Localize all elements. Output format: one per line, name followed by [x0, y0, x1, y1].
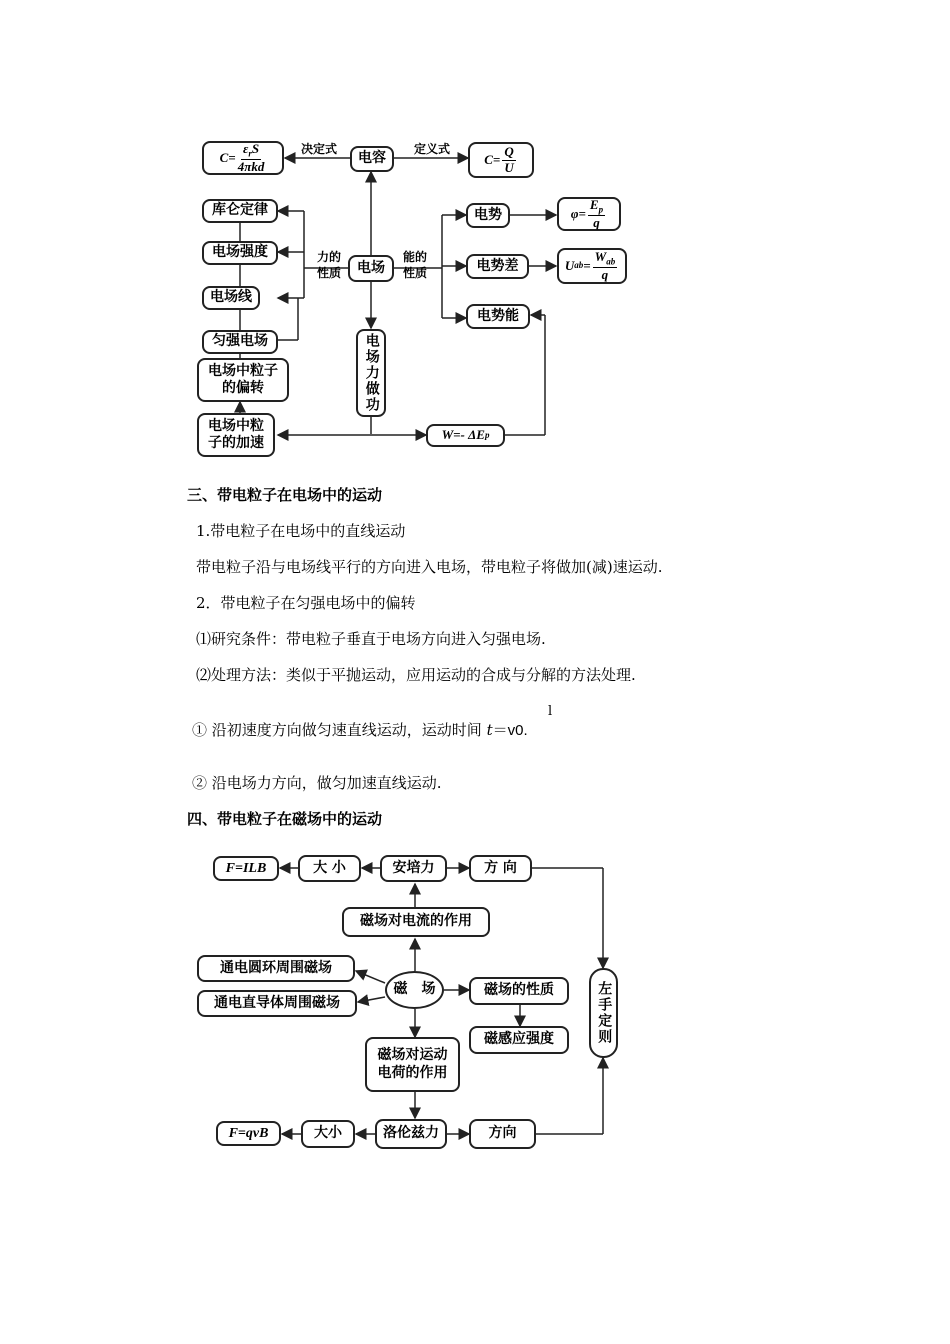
ring-field-node: 通电圆环周围磁场 — [197, 955, 355, 982]
section3-heading: 三、带电粒子在电场中的运动 — [187, 486, 383, 504]
energy-property-label: 能的 性质 — [402, 250, 427, 280]
defining-label: 定义式 — [413, 142, 450, 156]
left-item-coulomb-law: 库仑定律 — [202, 199, 278, 223]
p6-t: t — [486, 721, 493, 739]
formula-num-sub: ab — [606, 256, 616, 267]
p6-eq: ＝ — [492, 721, 508, 739]
force-property-label: 力的 性质 — [316, 250, 341, 280]
potential-diff-node: 电势差 — [466, 254, 529, 279]
section3-p5: ⑵处理方法：类似于平抛运动，应用运动的合成与分解的方法处理. — [196, 666, 636, 684]
left-item-field-lines: 电场线 — [202, 286, 260, 310]
formula-ilb: F=ILB — [213, 856, 279, 881]
size-bottom-node: 大小 — [301, 1120, 355, 1148]
formula-num: ε — [242, 140, 249, 156]
field-on-charge-node: 磁场对运动 电荷的作用 — [365, 1037, 460, 1092]
formula-num: Q — [504, 144, 514, 160]
left-hand-rule-node: 左手定则 — [589, 968, 618, 1058]
direction-top-node: 方 向 — [469, 855, 532, 882]
formula-work-sub: p — [484, 429, 490, 440]
formula-lhs: φ= — [570, 205, 586, 221]
deflection-node: 电场中粒子 的偏转 — [197, 358, 289, 402]
formula-eq: = — [583, 257, 591, 273]
formula-lhs: C= — [219, 149, 236, 165]
p6-superscript: l — [548, 704, 553, 719]
formula-lhs-sub: ab — [574, 260, 584, 271]
formula-qvb: F=qvB — [216, 1121, 281, 1146]
formula-lhs: C= — [484, 151, 501, 167]
formula-den: 4πkd — [237, 159, 265, 175]
direction-bottom-node: 方向 — [469, 1119, 536, 1149]
ampere-force-node: 安培力 — [380, 855, 447, 882]
left-item-field-strength: 电场强度 — [202, 241, 278, 265]
wire-field-node: 通电直导体周围磁场 — [197, 990, 357, 1017]
section3-p7: ② 沿电场力方向，做匀加速直线运动. — [192, 774, 442, 792]
formula-num: E — [589, 196, 599, 212]
section3-p4: ⑴研究条件：带电粒子垂直于电场方向进入匀强电场. — [196, 630, 546, 648]
induction-strength-node: 磁感应强度 — [469, 1026, 569, 1054]
capacitance-node: 电容 — [350, 146, 394, 172]
formula-den: q — [601, 267, 609, 283]
section3-p1: 1.带电粒子在电场中的直线运动 — [196, 522, 406, 540]
p6-value: v0. — [507, 722, 528, 739]
size-top-node: 大 小 — [298, 855, 361, 882]
electric-field-node: 电场 — [348, 255, 394, 282]
field-property-node: 磁场的性质 — [469, 977, 569, 1005]
lorentz-force-node: 洛伦兹力 — [375, 1119, 447, 1149]
decisive-label: 决定式 — [300, 142, 337, 156]
formula-lhs: U — [564, 257, 575, 273]
potential-energy-node: 电势能 — [466, 304, 530, 329]
section3-p2: 带电粒子沿与电场线平行的方向进入电场，带电粒子将做加(减)速运动. — [196, 558, 663, 576]
magnetic-field-node: 磁 场 — [385, 971, 444, 1009]
p6-prefix: ① 沿初速度方向做匀速直线运动，运动时间 — [192, 721, 482, 739]
work-node: 电场力做功 — [356, 329, 386, 417]
formula-num: W — [594, 248, 607, 264]
field-on-current-node: 磁场对电流的作用 — [342, 907, 490, 937]
formula-num-sub: p — [598, 204, 604, 215]
formula-den: U — [504, 159, 514, 175]
section4-heading: 四、带电粒子在磁场中的运动 — [187, 810, 383, 828]
formula-den: q — [593, 215, 600, 231]
potential-node: 电势 — [466, 203, 510, 228]
left-item-uniform-field: 匀强电场 — [202, 330, 278, 354]
formula-num-rest: S — [251, 140, 260, 156]
formula-work-text: W=- ΔE — [441, 427, 485, 443]
acceleration-node: 电场中粒 子的加速 — [197, 413, 275, 457]
formula-num-sub: r — [248, 148, 252, 159]
section3-p3: 2．带电粒子在匀强电场中的偏转 — [196, 594, 416, 612]
